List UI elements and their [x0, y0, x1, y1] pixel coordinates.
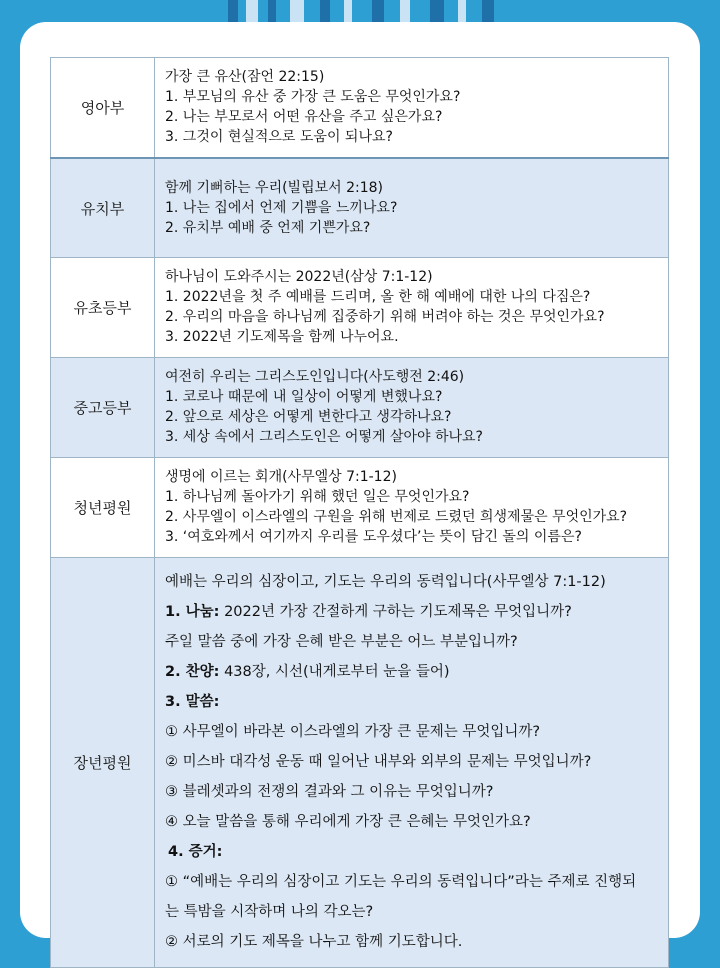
- stripe: [458, 0, 466, 22]
- question-line: 3. 2022년 기도제목을 함께 나누어요.: [165, 329, 399, 345]
- praise-text: 438장, 시선(내게로부터 눈을 들어): [219, 664, 450, 680]
- sharing-text: 2022년 가장 간절하게 구하는 기도제목은 무엇입니까?: [219, 604, 572, 620]
- question-line: 1. 코로나 때문에 내 일상이 어떻게 변했나요?: [165, 389, 443, 405]
- word-item: ① 사무엘이 바라본 이스라엘의 가장 큰 문제는 무엇입니까?: [165, 724, 541, 740]
- stripe: [400, 0, 410, 22]
- category-cell: 유치부: [51, 158, 155, 258]
- stripe: [228, 0, 238, 22]
- content-cell: [155, 458, 669, 558]
- sharing-line: [165, 597, 668, 627]
- content-cell: [155, 258, 669, 358]
- top-stripe-band: [0, 0, 720, 22]
- category-cell: 영아부: [51, 58, 155, 159]
- content-cell: [155, 58, 669, 159]
- lesson-table: [50, 57, 669, 968]
- category-cell: 장년평원: [51, 558, 155, 968]
- word-item: ③ 블레셋과의 전쟁의 결과와 그 이유는 무엇입니까?: [165, 784, 494, 800]
- category-cell: 중고등부: [51, 358, 155, 458]
- question-line: 2. 사무엘이 이스라엘의 구원을 위해 번제로 드렸던 희생제물은 무엇인가요?: [165, 509, 628, 525]
- table-row: [51, 558, 669, 968]
- category-cell: 유초등부: [51, 258, 155, 358]
- table-row: [51, 58, 669, 159]
- word-heading-line: [165, 687, 668, 717]
- question-line: 1. 나는 집에서 언제 기쁨을 느끼나요?: [165, 199, 398, 216]
- question-line: 2. 앞으로 세상은 어떻게 변한다고 생각하나요?: [165, 409, 452, 425]
- section-heading: 2. 찬양:: [165, 664, 220, 680]
- theme-text: 하나님이 도와주시는 2022년(삼상 7:1-12): [165, 269, 433, 285]
- word-item: ② 미스바 대각성 운동 때 일어난 내부와 외부의 문제는 무엇입니까?: [165, 754, 592, 770]
- question-line: 3. ‘여호와께서 여기까지 우리를 도우셨다’는 뜻이 담긴 돌의 이름은?: [165, 529, 582, 545]
- theme-text: 가장 큰 유산(잠언 22:15): [165, 69, 325, 85]
- theme-text: 여전히 우리는 그리스도인입니다(사도행전 2:46): [165, 369, 465, 385]
- stripe: [430, 0, 444, 22]
- stripe: [372, 0, 384, 22]
- praise-line: [165, 657, 668, 687]
- question-line: 2. 우리의 마음을 하나님께 집중하기 위해 버려야 하는 것은 무엇인가요?: [165, 309, 605, 325]
- theme-text: 함께 기뻐하는 우리(빌립보서 2:18): [165, 179, 384, 196]
- stripe: [268, 0, 276, 22]
- question-line: 3. 세상 속에서 그리스도인은 어떻게 살아야 하나요?: [165, 429, 483, 445]
- category-cell: 청년평원: [51, 458, 155, 558]
- table-row: [51, 358, 669, 458]
- section-heading: 4. 증거:: [168, 844, 223, 860]
- testimony-item: 는 특밤을 시작하며 나의 각오는?: [165, 904, 374, 920]
- table-row: [51, 458, 669, 558]
- testimony-item: ② 서로의 기도 제목을 나누고 함께 기도합니다.: [165, 934, 463, 950]
- content-cell: [155, 358, 669, 458]
- section-heading: 3. 말씀:: [165, 694, 220, 710]
- content-cell: [155, 558, 669, 968]
- table-row: [51, 158, 669, 258]
- stripe: [246, 0, 258, 22]
- question-line: 3. 그것이 현실적으로 도움이 되나요?: [165, 129, 393, 145]
- question-line: 2. 나는 부모로서 어떤 유산을 주고 싶은가요?: [165, 109, 443, 125]
- question-line: 1. 2022년을 첫 주 예배를 드리며, 올 한 해 예배에 대한 나의 다짐은?: [165, 289, 591, 305]
- stripe: [482, 0, 494, 22]
- testimony-item: ① “예배는 우리의 심장이고 기도는 우리의 동력입니다”라는 주제로 진행되: [165, 874, 637, 890]
- stripe: [290, 0, 304, 22]
- section-heading: 1. 나눔:: [165, 604, 220, 620]
- sharing-line-2: 주일 말씀 중에 가장 은혜 받은 부분은 어느 부분입니까?: [165, 634, 518, 650]
- question-line: 2. 유치부 예배 중 언제 기쁜가요?: [165, 219, 371, 236]
- question-line: 1. 부모님의 유산 중 가장 큰 도움은 무엇인가요?: [165, 89, 461, 105]
- table-row: [51, 258, 669, 358]
- stripe: [320, 0, 330, 22]
- content-cell: [155, 158, 669, 258]
- question-line: 1. 하나님께 돌아가기 위해 했던 일은 무엇인가요?: [165, 489, 470, 505]
- theme-text: 생명에 이르는 회개(사무엘상 7:1-12): [165, 469, 397, 485]
- stripe: [344, 0, 352, 22]
- theme-text: 예배는 우리의 심장이고, 기도는 우리의 동력입니다(사무엘상 7:1-12): [165, 574, 606, 590]
- word-item: ④ 오늘 말씀을 통해 우리에게 가장 큰 은혜는 무엇인가요?: [165, 814, 531, 830]
- testimony-heading-line: [165, 837, 668, 867]
